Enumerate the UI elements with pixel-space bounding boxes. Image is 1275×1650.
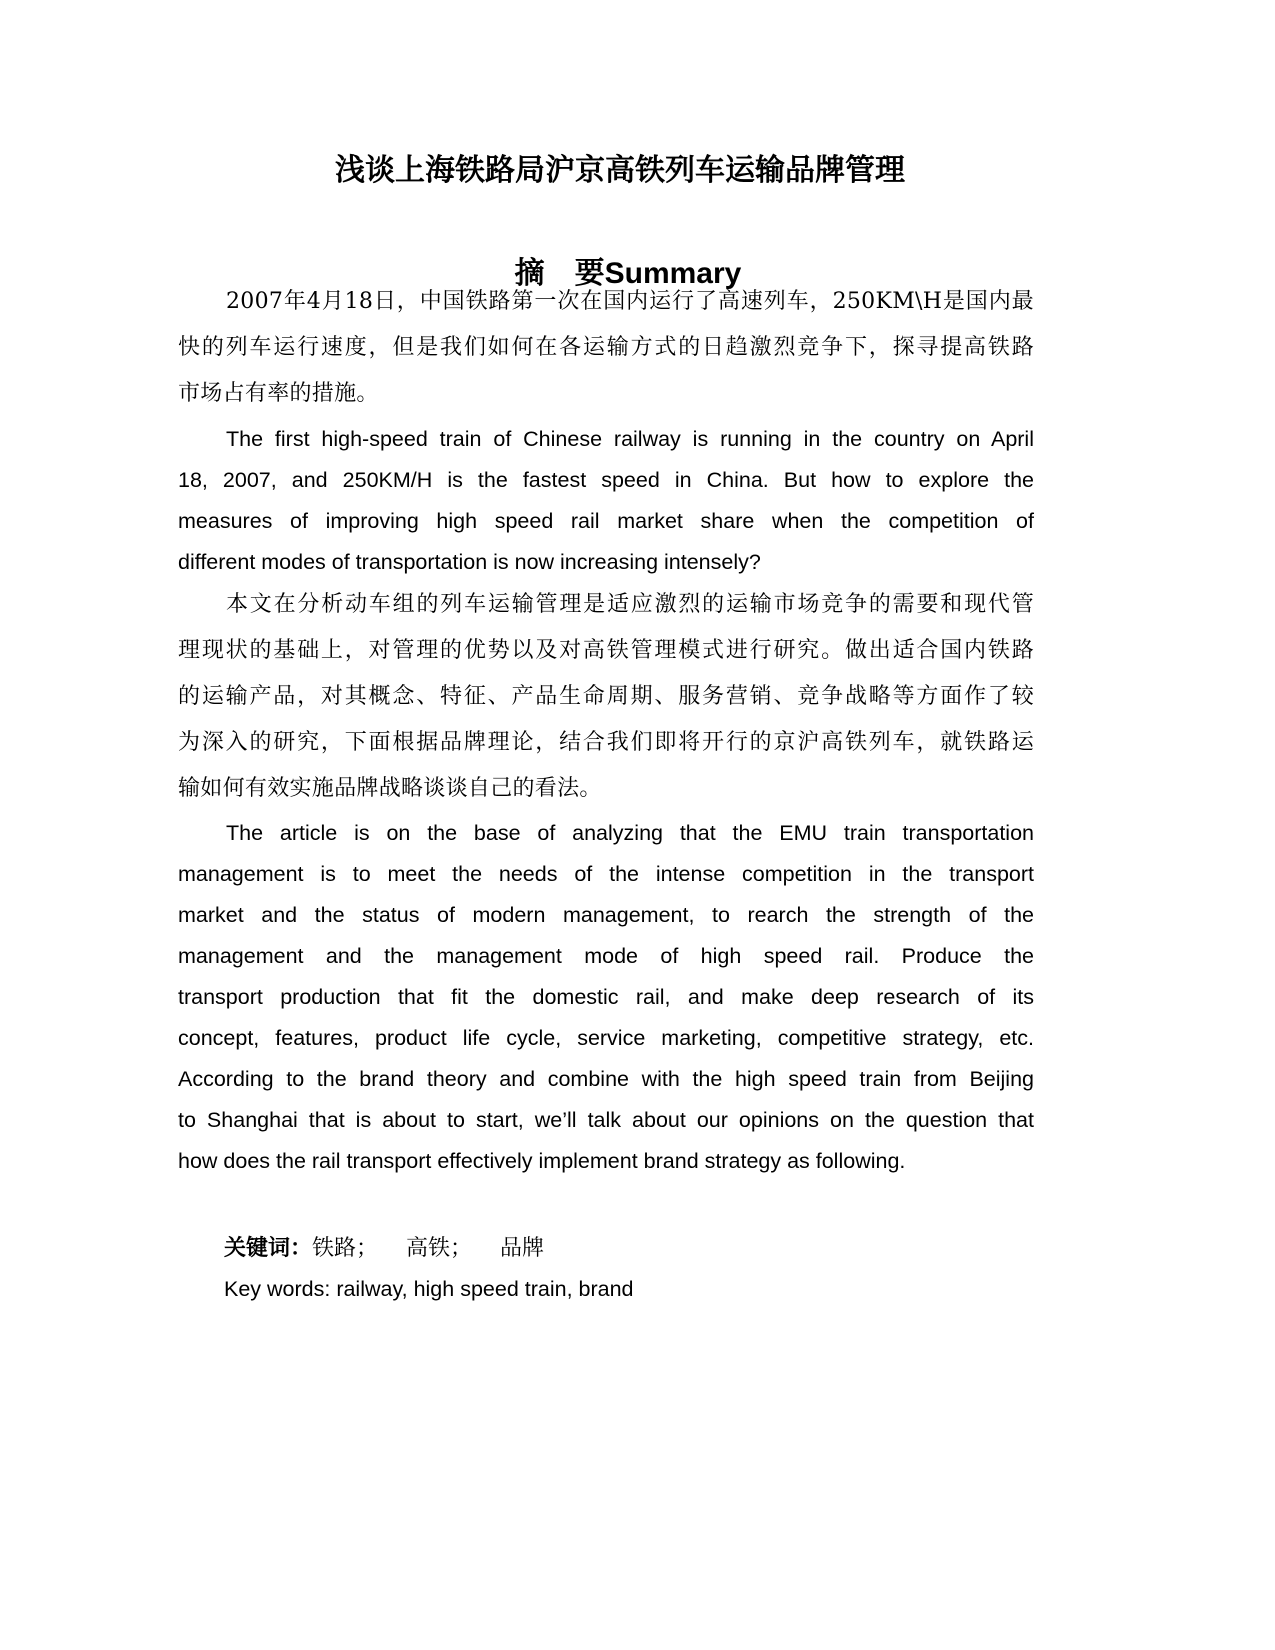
text-line: market and the status of modern management, to rearch the strength of the	[178, 903, 1034, 927]
text-line: concept, features, product life cycle, service marketing, competitive strategy, etc.	[178, 1026, 1034, 1050]
text-line: management and the management mode of high speed rail. Produce the	[178, 944, 1034, 968]
text-line: transport production that fit the domestic rail, and make deep research of its	[178, 985, 1034, 1009]
text-line: 18, 2007, and 250KM/H is the fastest speed in China. But how to explore the	[178, 468, 1034, 492]
text-line: management is to meet the needs of the intense competition in the transport	[178, 862, 1034, 886]
text-line: measures of improving high speed rail market share when the competition of	[178, 509, 1034, 533]
text-line: 市场占有率的措施。	[178, 381, 379, 406]
text-line: 2007年4月18日，中国铁路第一次在国内运行了高速列车，250KM\H是国内最	[226, 289, 1034, 314]
text-line: to Shanghai that is about to start, we’ll talk about our opinions on the question that	[178, 1108, 1034, 1132]
text-line: 本文在分析动车组的列车运输管理是适应激烈的运输市场竞争的需要和现代管	[226, 592, 1034, 617]
text-line: The article is on the base of analyzing that the EMU train transportation	[226, 821, 1034, 845]
abstract-zh-paragraph-2	[178, 582, 1034, 812]
abstract-zh-paragraph-1	[178, 279, 1034, 417]
keyword: 高铁；	[406, 1235, 473, 1260]
summary-heading: 摘 要Summary	[514, 257, 742, 290]
keyword: 品牌	[500, 1235, 545, 1260]
text-line: how does the rail transport effectively implement brand strategy as following.	[178, 1149, 906, 1173]
keywords-zh	[224, 1231, 544, 1262]
text-line: 为深入的研究，下面根据品牌理论，结合我们即将开行的京沪高铁列车，就铁路运	[178, 730, 1034, 755]
text-line: 的运输产品，对其概念、特征、产品生命周期、服务营销、竞争战略等方面作了较	[178, 684, 1034, 709]
text-line: According to the brand theory and combine with the high speed train from Beijing	[178, 1067, 1034, 1091]
text-line: 理现状的基础上，对管理的优势以及对高铁管理模式进行研究。做出适合国内铁路	[178, 638, 1034, 663]
text-line: The first high-speed train of Chinese railway is running in the country on April	[226, 427, 1034, 451]
keywords-zh-label: 关键词：	[224, 1235, 313, 1260]
text-line: different modes of transportation is now increasing intensely?	[178, 550, 761, 574]
text-line: 输如何有效实施品牌战略谈谈自己的看法。	[178, 776, 602, 801]
abstract-en-paragraph-1	[178, 419, 1034, 583]
text-line: 快的列车运行速度，但是我们如何在各运输方式的日趋激烈竞争下，探寻提高铁路	[178, 335, 1034, 360]
keyword: 铁路；	[312, 1235, 379, 1260]
keywords-en: Key words: railway, high speed train, brand	[224, 1277, 634, 1301]
abstract-en-paragraph-2	[178, 813, 1034, 1182]
document-title: 浅谈上海铁路局沪京高铁列车运输品牌管理	[335, 154, 905, 187]
